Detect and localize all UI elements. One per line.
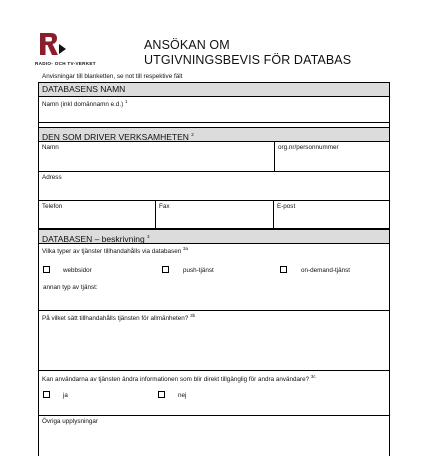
contact-row (39, 201, 389, 229)
user-edit-question-block (39, 371, 389, 416)
email-label: E-post (277, 203, 296, 210)
push-service-label: push-tjänst (183, 267, 214, 274)
database-name-field[interactable] (39, 97, 389, 123)
address-field[interactable] (39, 172, 389, 201)
other-info-label: Övriga upplysningar (42, 418, 99, 425)
question-note: 3b (190, 313, 196, 318)
section-header-database-name (39, 82, 389, 97)
page-title (144, 38, 351, 68)
email-field[interactable] (273, 201, 389, 228)
no-checkbox[interactable] (158, 391, 165, 398)
operator-name-row (39, 142, 389, 172)
application-form (38, 82, 390, 456)
logo (35, 32, 115, 72)
field-note: 1 (124, 99, 128, 104)
title-line-1: ANSÖKAN OM (144, 38, 230, 52)
other-service-field[interactable]: annan typ av tjänst: (43, 284, 98, 291)
on-demand-checkbox[interactable] (280, 266, 287, 273)
webpages-label: webbsidor (63, 267, 92, 274)
operator-name-field[interactable]: Namn (42, 144, 59, 151)
user-edit-text: Kan användarna av tjänsten ändra informationen som blir direkt tillgänglig för andra användare? (42, 376, 310, 384)
public-access-text: På vilket sätt tillhandahålls tjänsten för allmänheten? (42, 315, 189, 323)
instructions-text: Anvisningar till blanketten, se not till respektive fält (42, 73, 183, 80)
fax-label: Fax (159, 203, 170, 210)
webpages-checkbox[interactable] (43, 266, 50, 273)
logo-subtitle: RADIO- OCH TV-VERKET (35, 61, 96, 66)
section-header-operator (39, 127, 389, 142)
field-label-text: Namn (inkl domännamn e.d.) (42, 101, 124, 109)
orgnr-field[interactable] (274, 142, 389, 171)
services-question-text: Vilka typer av tjänster tillhandahålls via databasen (42, 248, 182, 256)
section-title: DATABASEN – beskrivning (42, 233, 145, 244)
question-note: 3a (182, 246, 188, 251)
push-service-checkbox[interactable] (162, 266, 169, 273)
rtv-logo-mark (39, 32, 69, 56)
section-title: DATABASENS NAMN (42, 84, 126, 94)
title-line-2: UTGIVNINGSBEVIS FÖR DATABAS (144, 53, 352, 67)
section-note: 3 (147, 234, 150, 239)
public-access-question (42, 313, 195, 322)
section-note: 2 (191, 132, 194, 137)
on-demand-label: on-demand-tjänst (301, 267, 351, 274)
yes-checkbox[interactable] (43, 391, 50, 398)
other-info-field[interactable] (39, 416, 389, 456)
section-title: DEN SOM DRIVER VERKSAMHETEN (42, 131, 189, 142)
section-header-description (39, 229, 389, 244)
orgnr-label: org.nr/personnummer (278, 144, 339, 151)
services-question-block (39, 244, 389, 311)
yes-label: ja (63, 392, 68, 399)
question-note: 3c (310, 374, 316, 379)
phone-field[interactable]: Telefon (42, 203, 63, 210)
public-access-field[interactable] (39, 311, 389, 371)
address-label: Adress (42, 174, 62, 181)
user-edit-question (42, 374, 316, 383)
field-label (42, 99, 127, 108)
fax-field[interactable] (155, 201, 274, 228)
no-label: nej (178, 392, 187, 399)
services-question (42, 246, 188, 255)
